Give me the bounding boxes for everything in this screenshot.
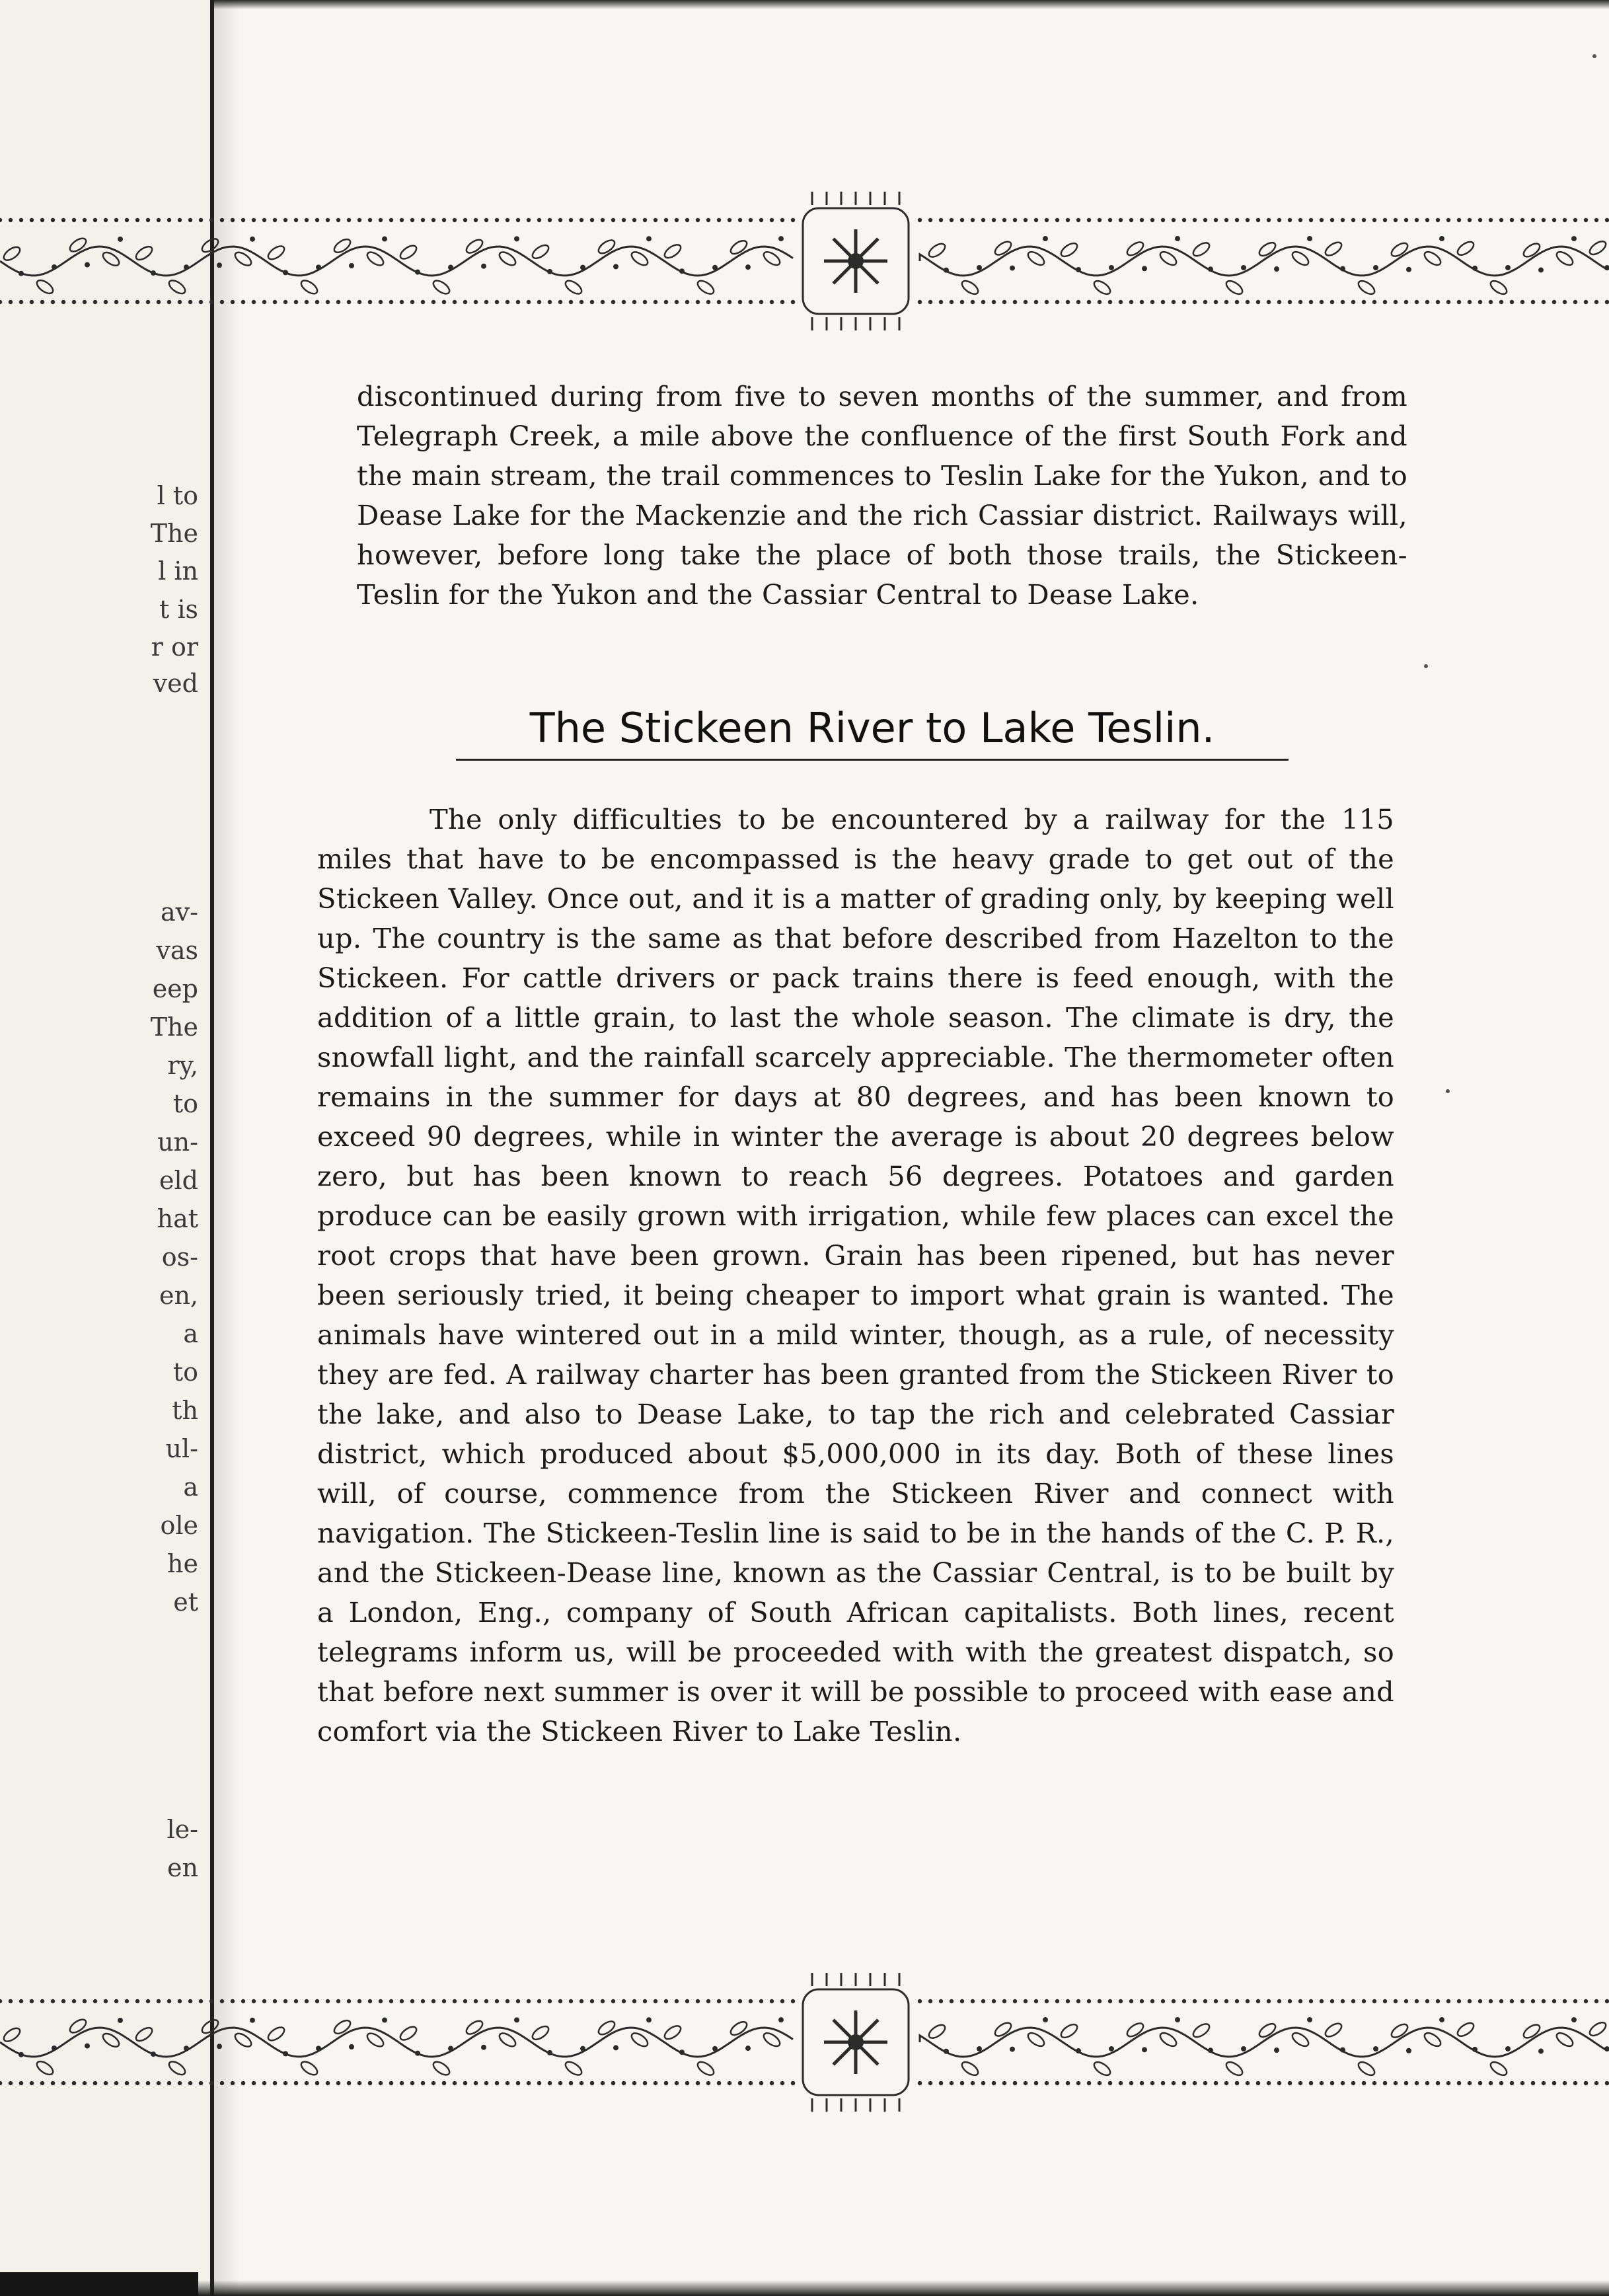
bottom-left-scan-mark bbox=[0, 2272, 198, 2296]
left-fragment: ry, bbox=[167, 1051, 198, 1080]
left-fragment: le- bbox=[167, 1815, 198, 1844]
left-fragment: vas bbox=[156, 936, 198, 965]
section-heading: The Stickeen River to Lake Teslin. bbox=[456, 704, 1289, 761]
left-fragment: eep bbox=[152, 974, 198, 1003]
left-fragment: a bbox=[183, 1319, 198, 1348]
left-fragment: a bbox=[183, 1473, 198, 1502]
left-fragment: l to bbox=[157, 481, 198, 510]
left-fragment: os- bbox=[161, 1243, 198, 1272]
left-fragment: he bbox=[167, 1549, 198, 1578]
top-ornamental-border bbox=[0, 192, 1609, 330]
left-fragment: eld bbox=[159, 1166, 198, 1195]
left-fragment: l in bbox=[158, 556, 198, 586]
bottom-ornamental-border bbox=[0, 1973, 1609, 2112]
left-fragment: The bbox=[150, 1013, 198, 1042]
left-fragment: en, bbox=[159, 1281, 198, 1310]
left-fragment: et bbox=[173, 1588, 198, 1617]
left-fragment: to bbox=[172, 1358, 198, 1387]
left-fragment: en bbox=[167, 1853, 198, 1882]
left-fragment: av- bbox=[161, 898, 198, 927]
left-fragment: to bbox=[172, 1089, 198, 1118]
left-fragment: hat bbox=[157, 1204, 198, 1233]
page-gutter-line bbox=[210, 0, 214, 2296]
scan-speck bbox=[1424, 664, 1428, 668]
left-fragment: ved bbox=[153, 669, 198, 698]
left-fragment: t is bbox=[159, 595, 198, 624]
paragraph-body: The only difficulties to be encountered by a railway for the 115 miles that have to be encompassed is the heavy grade to get out of the Stickeen Valley. Once out, and it is a matter of grading only, by keeping well up. The country is the same as that before described from Hazelton to the Stickeen. For cattle drivers or pack trains there is feed enough, with the addition of a little grain, to last the whole season. The climate is dry, the snowfall light, and the rainfall scarcely appreciable. The thermometer often remains in the summer for days at 80 degrees, and has been known to exceed 90 degrees, while in winter the average is about 20 degrees below zero, but has been known to reach 56 degrees. Potatoes and garden produce can be easily grown with irrigation, while few places can excel the root crops that have been grown. Grain has been ripened, but has never been seriously tried, it being cheaper to import what grain is wanted. The animals have wintered out in a mild winter, though, as a rule, of necessity they are fed. A railway charter has been granted from the Stickeen River to the lake, and also to Dease Lake, to tap the rich and celebrated Cassiar district, which produced about $5,000,000 in its day. Both of these lines will, of course, commence from the Stickeen River and connect with navigation. The Stickeen-Teslin line is said to be in the hands of the C. P. R., and the Stickeen-Dease line, known as the Cassiar Central, is to be built by a London, Eng., company of South African capitalists. Both lines, recent telegrams inform us, will be proceeded with with the greatest dispatch, so that before next summer is over it will be possible to proceed with ease and comfort via the Stickeen River to Lake Teslin. bbox=[317, 803, 1394, 1747]
top-page-edge bbox=[214, 0, 1609, 9]
gutter-shadow bbox=[214, 0, 241, 2296]
left-fragment: th bbox=[172, 1396, 198, 1425]
left-fragment: ole bbox=[160, 1511, 198, 1540]
scan-speck bbox=[1592, 54, 1596, 58]
scan-speck bbox=[1446, 1089, 1450, 1093]
left-fragment: The bbox=[150, 519, 198, 548]
bottom-page-edge bbox=[0, 2280, 1609, 2296]
left-fragment: r or bbox=[151, 632, 198, 662]
paragraph-continued: discontinued during from five to seven months of the summer, and from Telegraph Creek, a mile above the confluence of the first South Fork and the main stream, the trail commences to Teslin Lake for the Yukon, and to Dease Lake for the Mackenzie and the rich Cassiar district. Railways will, however, before long take the place of both those trails, the Stickeen-Teslin for the Yukon and the Cassiar Central to Dease Lake. bbox=[357, 380, 1407, 611]
left-fragment: un- bbox=[157, 1128, 198, 1157]
left-fragment: ul- bbox=[165, 1434, 198, 1463]
